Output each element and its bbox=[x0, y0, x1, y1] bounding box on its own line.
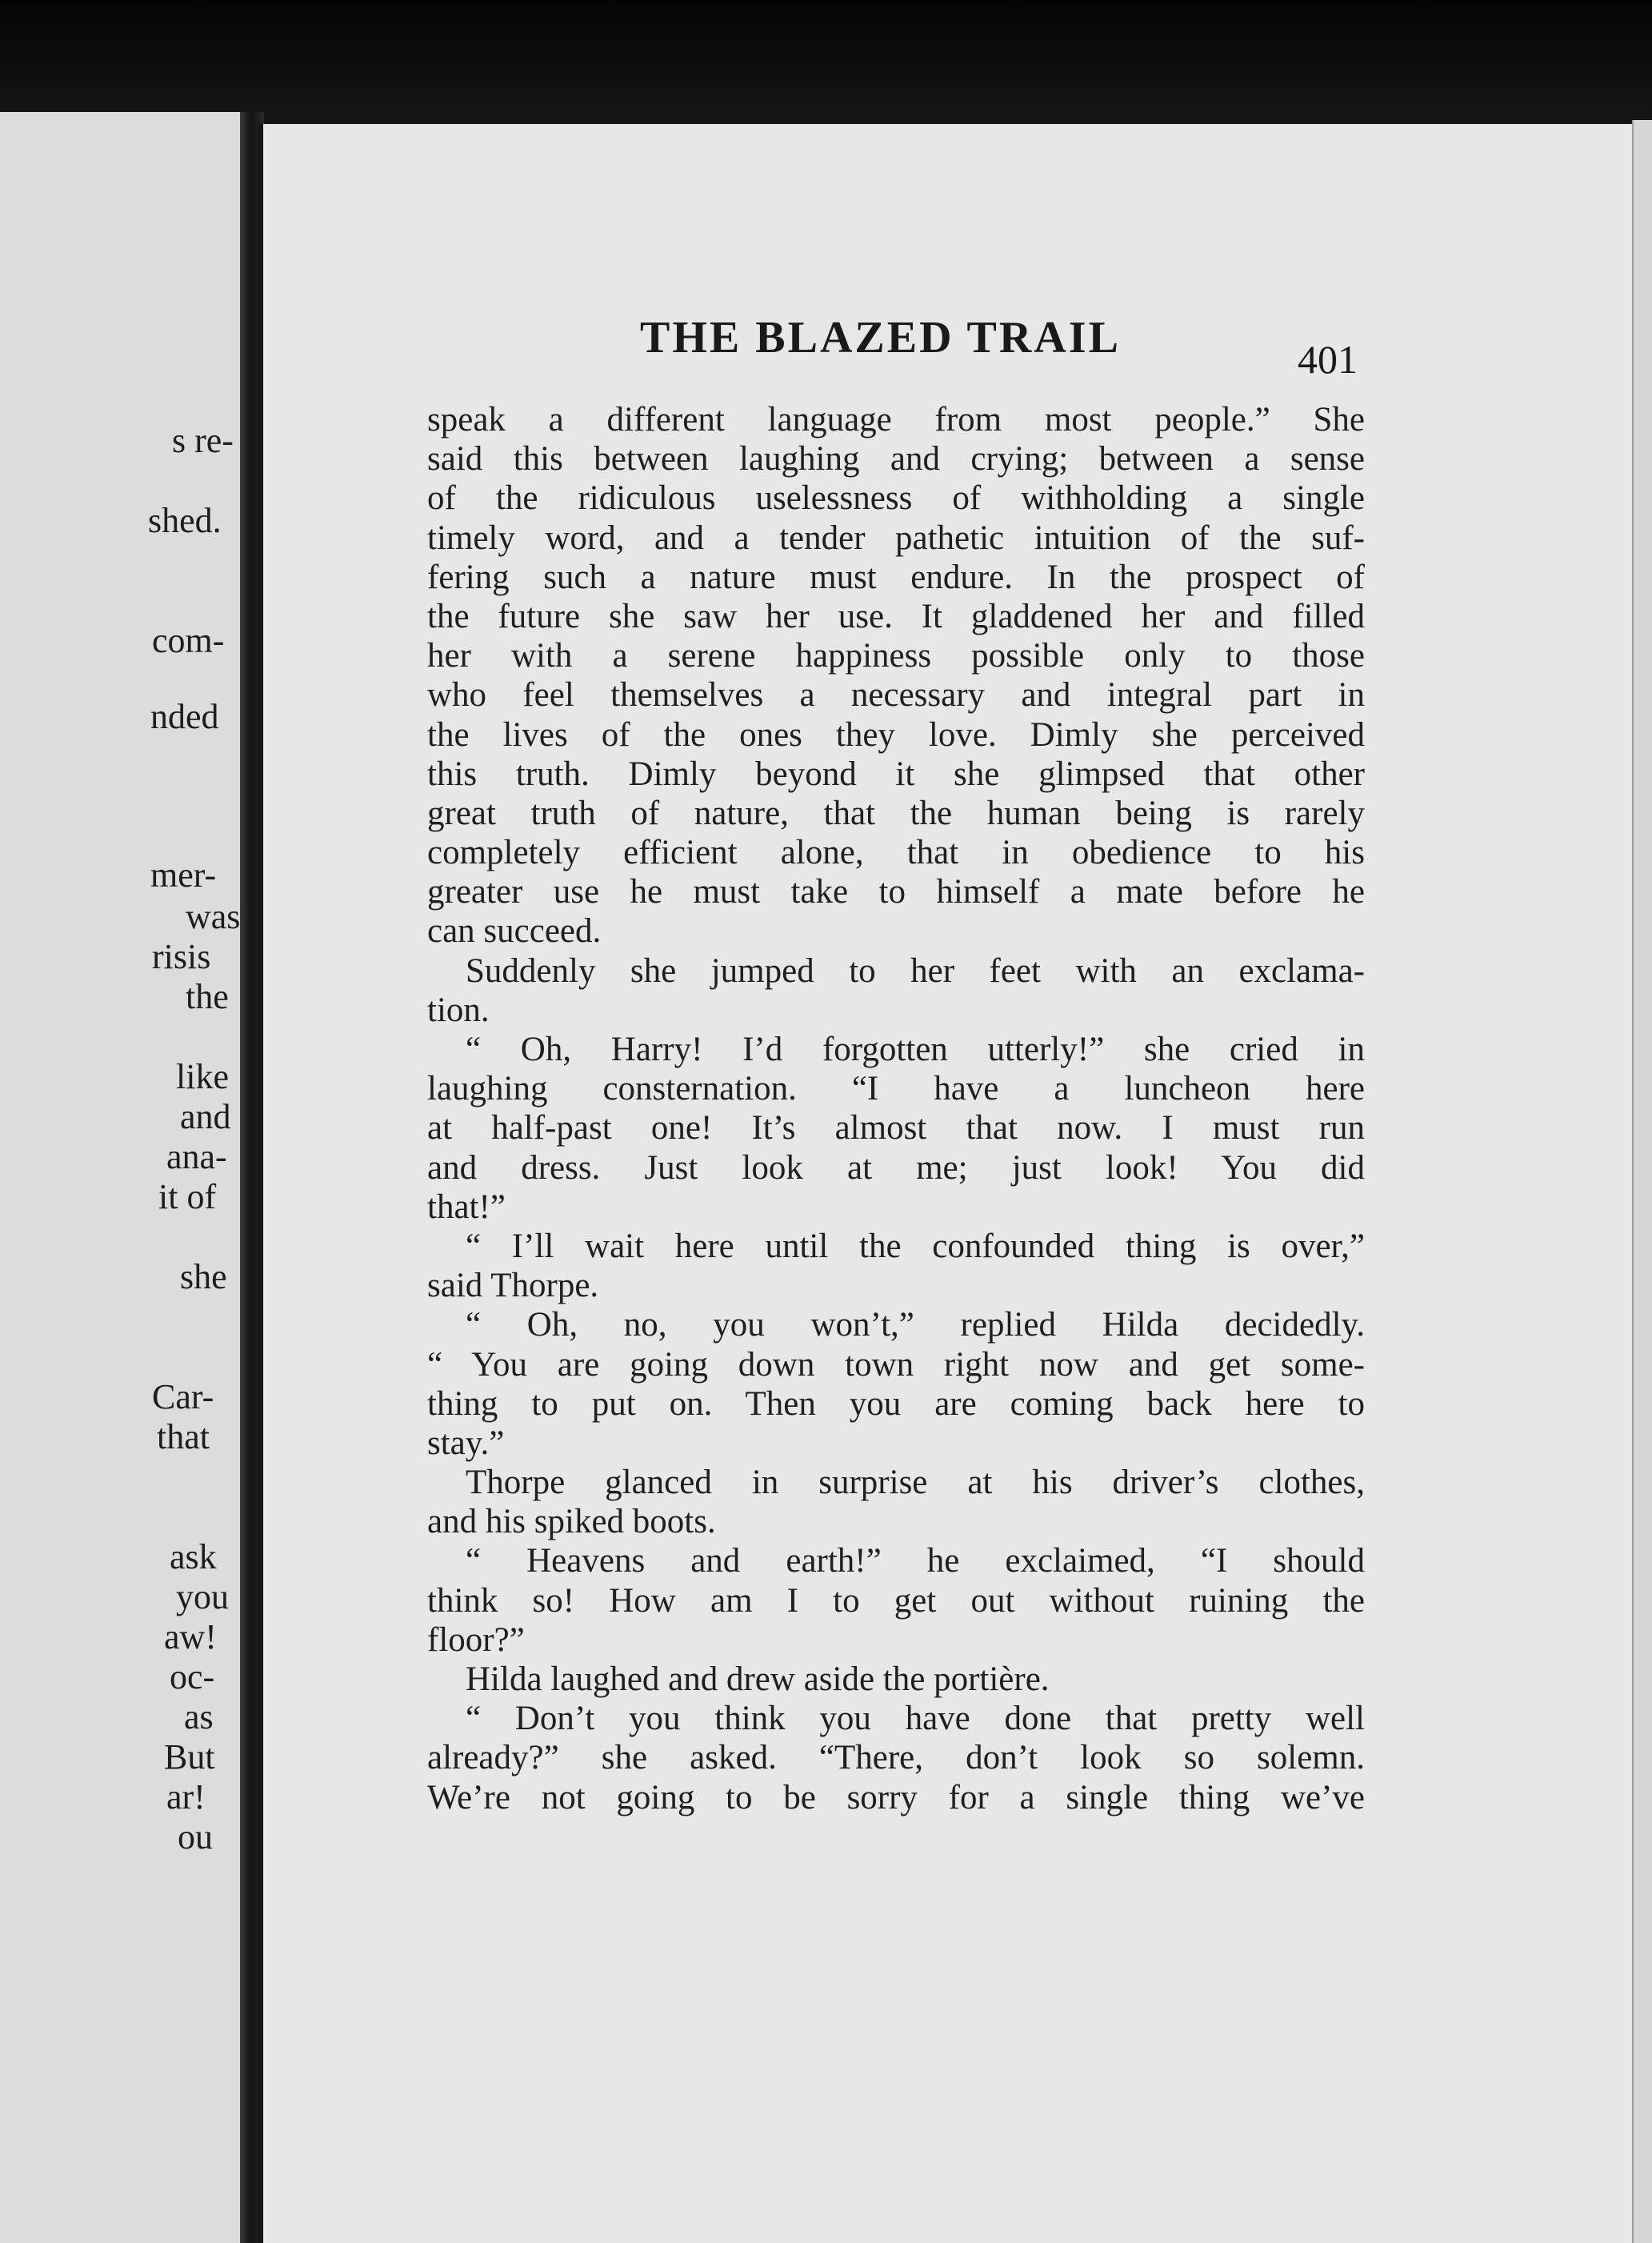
left-fragment: and bbox=[180, 1097, 231, 1136]
text-line: that!” bbox=[427, 1188, 506, 1226]
left-fragment: that bbox=[157, 1417, 210, 1456]
text-line: Thorpe glanced in surprise at his driver’s clothes, bbox=[466, 1464, 1365, 1502]
left-fragment: aw! bbox=[164, 1617, 217, 1656]
left-fragment: oc- bbox=[170, 1657, 215, 1696]
left-fragment: ana- bbox=[166, 1137, 227, 1176]
text-line: “ Heavens and earth!” he exclaimed, “I should bbox=[466, 1542, 1365, 1580]
left-fragment: shed. bbox=[148, 501, 222, 540]
left-fragment: ar! bbox=[166, 1777, 206, 1816]
text-line: this truth. Dimly beyond it she glimpsed that other bbox=[427, 755, 1365, 793]
text-line: of the ridiculous uselessness of withholding a single bbox=[427, 479, 1365, 518]
left-fragment: as bbox=[184, 1697, 214, 1736]
text-line: great truth of nature, that the human being is rarely bbox=[427, 794, 1365, 832]
left-fragment: Car- bbox=[152, 1377, 214, 1416]
text-line: laughing consternation. “I have a luncheon here bbox=[427, 1070, 1365, 1108]
left-fragment: But bbox=[164, 1737, 215, 1776]
text-line: “ Oh, no, you won’t,” replied Hilda decidedly. bbox=[466, 1306, 1365, 1344]
text-line: timely word, and a tender pathetic intuition of the suf- bbox=[427, 519, 1365, 557]
text-line: floor?” bbox=[427, 1620, 525, 1659]
text-line: Hilda laughed and drew aside the portière. bbox=[466, 1660, 1050, 1698]
running-head: THE BLAZED TRAIL bbox=[640, 313, 1121, 362]
left-fragment: nded bbox=[150, 697, 219, 736]
left-fragment: risis bbox=[152, 937, 211, 976]
text-line: stay.” bbox=[427, 1424, 505, 1462]
left-fragment: like bbox=[176, 1057, 229, 1096]
left-fragment: ask bbox=[170, 1537, 217, 1576]
text-line: tion. bbox=[427, 991, 490, 1029]
text-line: completely efficient alone, that in obedience to his bbox=[427, 834, 1365, 872]
text-line: the lives of the ones they love. Dimly she perceived bbox=[427, 715, 1365, 754]
text-line: Suddenly she jumped to her feet with an exclama- bbox=[466, 951, 1365, 990]
text-line: “ I’ll wait here until the confounded thing is over,” bbox=[466, 1227, 1365, 1265]
text-line: think so! How am I to get out without ruining the bbox=[427, 1581, 1365, 1620]
left-fragment: she bbox=[180, 1257, 227, 1296]
left-fragment: ou bbox=[178, 1817, 213, 1856]
left-fragment: the bbox=[186, 977, 229, 1016]
text-line: her with a serene happiness possible only to those bbox=[427, 637, 1365, 675]
left-page bbox=[0, 112, 240, 2243]
text-line: greater use he must take to himself a mate before he bbox=[427, 873, 1365, 911]
left-fragment: com- bbox=[152, 621, 225, 660]
left-fragment: was bbox=[186, 897, 240, 936]
text-line: “ You are going down town right now and get some- bbox=[427, 1345, 1365, 1384]
text-line: already?” she asked. “There, don’t look so solemn. bbox=[427, 1739, 1365, 1777]
text-line: “ Don’t you think you have done that pretty well bbox=[466, 1700, 1365, 1738]
text-line: at half-past one! It’s almost that now. I must run bbox=[427, 1109, 1365, 1148]
text-line: said this between laughing and crying; between a sense bbox=[427, 440, 1365, 479]
text-line: speak a different language from most people.” She bbox=[427, 401, 1365, 439]
text-line: and his spiked boots. bbox=[427, 1503, 716, 1541]
page-edge bbox=[1632, 120, 1652, 2243]
text-line: “ Oh, Harry! I’d forgotten utterly!” she cried in bbox=[466, 1031, 1365, 1068]
text-line: fering such a nature must endure. In the prospect of bbox=[427, 558, 1365, 596]
left-fragment: you bbox=[176, 1577, 229, 1616]
body-text bbox=[427, 400, 1365, 1817]
text-line: We’re not going to be sorry for a single thing we’ve bbox=[427, 1778, 1365, 1816]
text-line: the future she saw her use. It gladdened her and filled bbox=[427, 597, 1365, 635]
left-fragment: s re- bbox=[172, 421, 234, 460]
text-line: and dress. Just look at me; just look! You did bbox=[427, 1148, 1365, 1187]
text-line: who feel themselves a necessary and integral part in bbox=[427, 676, 1365, 715]
text-line: said Thorpe. bbox=[427, 1267, 599, 1305]
left-fragment: mer- bbox=[150, 855, 217, 895]
text-line: thing to put on. Then you are coming back here to bbox=[427, 1384, 1365, 1423]
left-fragment: it of bbox=[158, 1177, 217, 1216]
text-line: can succeed. bbox=[427, 912, 602, 951]
page-number: 401 bbox=[1298, 337, 1358, 382]
